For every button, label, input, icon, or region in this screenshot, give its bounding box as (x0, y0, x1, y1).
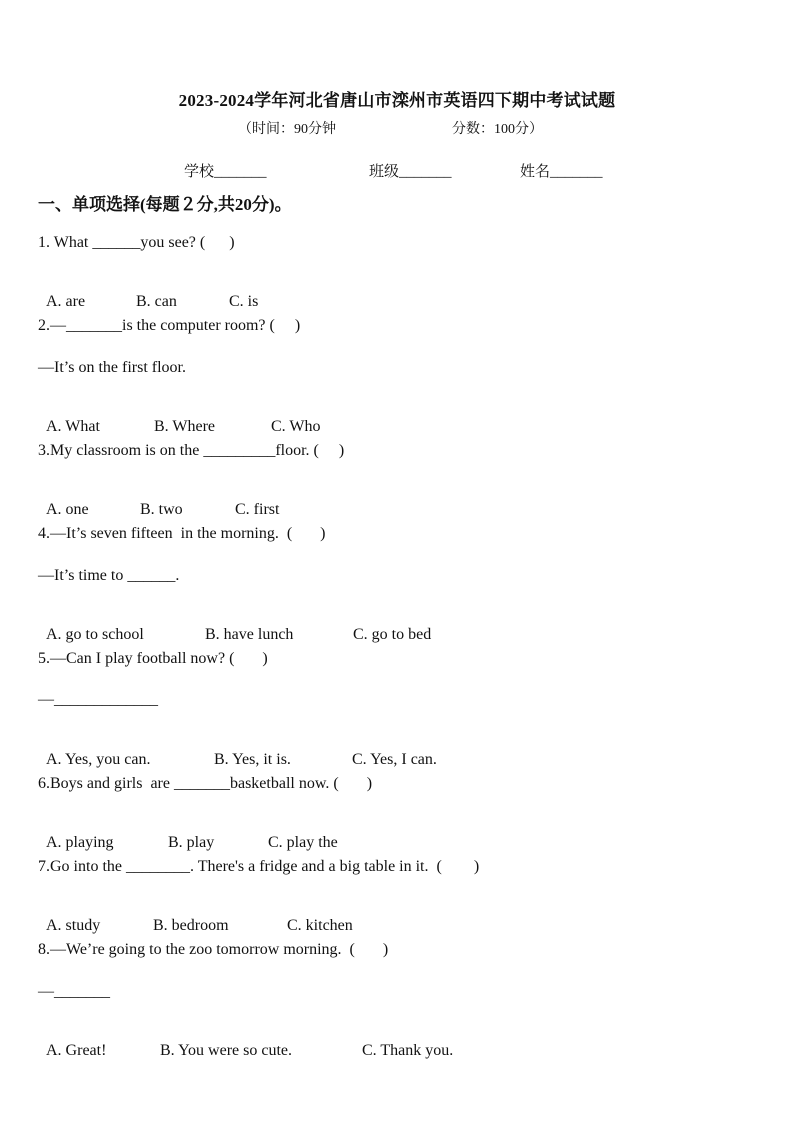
option-c: C. is (229, 293, 259, 310)
question-5-stem: 5.—Can I play football now? ( ) (38, 650, 268, 667)
option-b: B. Yes, it is. (214, 751, 291, 768)
option-a: A. Great! (46, 1042, 107, 1059)
option-a: A. are (46, 293, 86, 310)
option-a: A. What (46, 418, 100, 435)
option-c: C. first (235, 501, 280, 518)
option-b: B. You were so cute. (160, 1042, 292, 1059)
question-5-reply: —_____________ (38, 691, 158, 708)
option-a: A. Yes, you can. (46, 751, 151, 768)
option-c: C. Who (271, 418, 321, 435)
option-c: C. Yes, I can. (352, 751, 437, 768)
question-1-stem: 1. What ______you see? ( ) (38, 234, 235, 251)
question-7-options (38, 899, 353, 935)
question-6-options (38, 816, 338, 852)
question-8-reply: —_______ (38, 983, 110, 1000)
option-c: C. Thank you. (362, 1042, 454, 1059)
question-1-options (38, 275, 258, 311)
option-a: A. go to school (46, 626, 144, 643)
class-field: 班级_______ (369, 164, 452, 180)
question-4-reply: —It’s time to ______. (38, 567, 180, 584)
question-2-reply: —It’s on the first floor. (38, 359, 186, 376)
option-b: B. bedroom (153, 917, 229, 934)
question-4-stem: 4.—It’s seven fifteen in the morning. ( ) (38, 525, 326, 542)
option-a: A. one (46, 501, 89, 518)
school-field: 学校_______ (184, 164, 267, 180)
option-c: C. go to bed (353, 626, 432, 643)
option-b: B. have lunch (205, 626, 294, 643)
question-2-options (38, 400, 320, 436)
option-a: A. study (46, 917, 101, 934)
option-c: C. play the (268, 834, 338, 851)
question-7-stem: 7.Go into the ________. There's a fridge and a big table in it. ( ) (38, 858, 480, 875)
section-heading: 一、单项选择(每题２分,共20分)。 (38, 195, 292, 214)
exam-title: 2023-2024学年河北省唐山市滦州市英语四下期中考试试题 (178, 91, 616, 110)
exam-time: （时间：90分钟 (238, 122, 336, 137)
question-2-stem: 2.—_______is the computer room? ( ) (38, 317, 301, 334)
name-field: 姓名_______ (520, 164, 603, 180)
question-3-options (38, 483, 279, 519)
option-b: B. can (136, 293, 177, 310)
question-4-options (38, 608, 431, 644)
option-a: A. playing (46, 834, 114, 851)
question-5-options (38, 733, 437, 769)
question-8-options (38, 1024, 453, 1060)
option-b: B. Where (154, 418, 216, 435)
question-6-stem: 6.Boys and girls are _______basketball now. ( ) (38, 775, 373, 792)
option-b: B. two (140, 501, 183, 518)
exam-score: 分数：100分） (452, 122, 543, 137)
option-b: B. play (168, 834, 215, 851)
option-c: C. kitchen (287, 917, 353, 934)
question-3-stem: 3.My classroom is on the _________floor. ( ) (38, 442, 345, 459)
question-8-stem: 8.—We’re going to the zoo tomorrow morning. ( ) (38, 941, 389, 958)
